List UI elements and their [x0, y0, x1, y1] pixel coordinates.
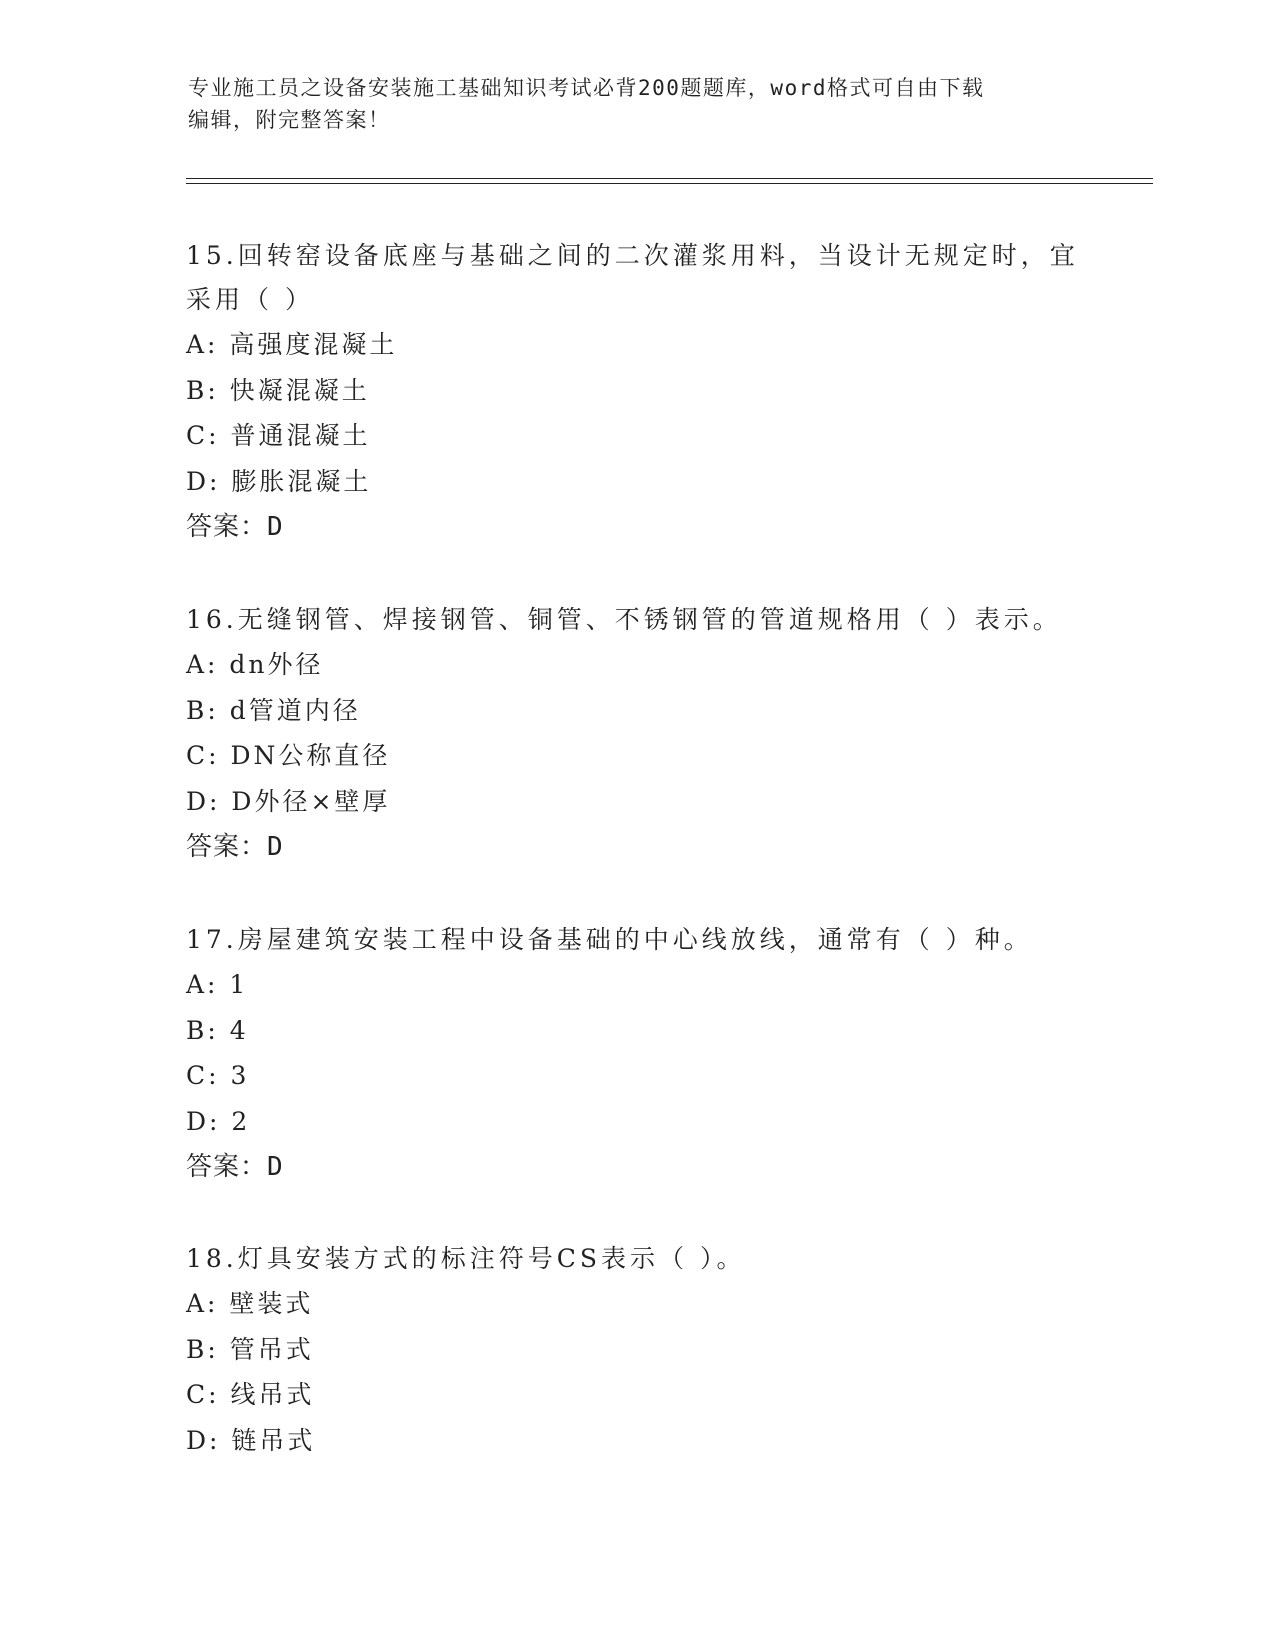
- question-stem-line-1: 16.无缝钢管、焊接钢管、铜管、不锈钢管的管道规格用（ ）表示。: [186, 605, 1062, 634]
- option-a: A: 1: [186, 970, 249, 999]
- document-header: [188, 72, 1078, 136]
- option-d: D: 膨胀混凝土: [186, 466, 372, 496]
- option-d: D: D外径×壁厚: [186, 786, 391, 816]
- option-b: B: 快凝混凝土: [186, 375, 370, 405]
- option-b: B: d管道内径: [186, 695, 361, 725]
- header-divider-top: [186, 178, 1153, 179]
- option-c: C: 线吊式: [186, 1380, 315, 1409]
- header-line-2: 编辑，附完整答案！: [188, 108, 391, 132]
- answer: 答案：D: [186, 1152, 284, 1182]
- header-divider-bottom: [186, 183, 1153, 184]
- question-stem-line-1: 17.房屋建筑安装工程中设备基础的中心线放线，通常有（ ）种。: [186, 925, 1033, 954]
- question-stem-line-1: 15.回转窑设备底座与基础之间的二次灌浆用料，当设计无规定时，宜: [186, 241, 1079, 270]
- option-a: A: dn外径: [186, 650, 324, 679]
- question-16: [186, 598, 1086, 870]
- question-18: [186, 1237, 1086, 1463]
- question-stem-line-1: 18.灯具安装方式的标注符号CS表示（ ）。: [186, 1244, 746, 1273]
- option-a: A: 高强度混凝土: [186, 330, 398, 359]
- answer: 答案：D: [186, 512, 284, 542]
- option-c: C: 3: [186, 1061, 250, 1090]
- option-b: B: 管吊式: [186, 1334, 314, 1364]
- option-d: D: 链吊式: [186, 1425, 316, 1455]
- option-c: C: DN公称直径: [186, 741, 391, 770]
- option-b: B: 4: [186, 1015, 249, 1045]
- answer: 答案：D: [186, 832, 284, 862]
- option-d: D: 2: [186, 1106, 251, 1136]
- question-stem-line-2: 采用（ ）: [186, 285, 314, 314]
- option-a: A: 壁装式: [186, 1289, 314, 1318]
- question-17: [186, 918, 1086, 1190]
- question-15: [186, 234, 1086, 550]
- header-line-1: 专业施工员之设备安装施工基础知识考试必背200题题库，word格式可自由下载: [188, 76, 985, 100]
- option-c: C: 普通混凝土: [186, 421, 371, 450]
